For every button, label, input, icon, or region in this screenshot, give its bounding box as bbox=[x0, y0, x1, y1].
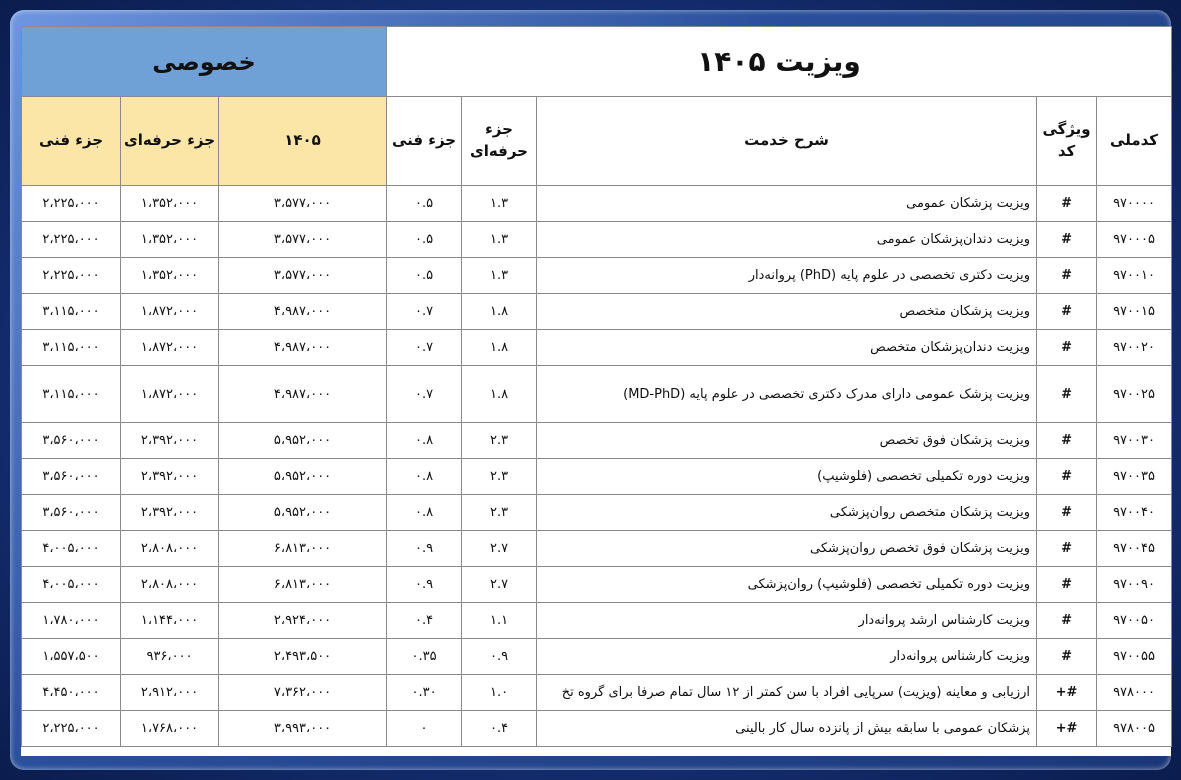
private-professional-cell: ۲،۸۰۸،۰۰۰ bbox=[121, 567, 219, 603]
professional-cell: ۲.۷ bbox=[462, 567, 537, 603]
technical-cell: ۰.۵ bbox=[387, 186, 462, 222]
feature-code-cell: # bbox=[1037, 222, 1097, 258]
private-professional-cell: ۹۳۶،۰۰۰ bbox=[121, 639, 219, 675]
national-code-cell: ۹۷۸۰۰۰ bbox=[1097, 675, 1172, 711]
private-technical-cell: ۳،۱۱۵،۰۰۰ bbox=[22, 294, 121, 330]
private-total-cell: ۶،۸۱۳،۰۰۰ bbox=[219, 567, 387, 603]
description-cell: ویزیت پزشک عمومی دارای مدرک دکتری تخصصی در علوم پایه (MD-PhD) bbox=[537, 366, 1037, 423]
private-total-cell: ۷،۳۶۲،۰۰۰ bbox=[219, 675, 387, 711]
private-total-cell: ۵،۹۵۲،۰۰۰ bbox=[219, 423, 387, 459]
technical-cell: ۰.۳۰ bbox=[387, 675, 462, 711]
national-code-cell: ۹۷۰۰۵۵ bbox=[1097, 639, 1172, 675]
private-total-cell: ۲،۹۲۴،۰۰۰ bbox=[219, 603, 387, 639]
technical-cell: ۰ bbox=[387, 711, 462, 747]
feature-code-cell: # bbox=[1037, 459, 1097, 495]
private-professional-cell: ۱،۳۵۲،۰۰۰ bbox=[121, 222, 219, 258]
feature-code-cell: #+ bbox=[1037, 675, 1097, 711]
technical-cell: ۰.۹ bbox=[387, 531, 462, 567]
private-total-cell: ۴،۹۸۷،۰۰۰ bbox=[219, 294, 387, 330]
professional-cell: ۲.۳ bbox=[462, 459, 537, 495]
description-cell: ویزیت پزشکان متخصص bbox=[537, 294, 1037, 330]
private-header: خصوصی bbox=[22, 27, 387, 97]
private-technical-cell: ۳،۵۶۰،۰۰۰ bbox=[22, 423, 121, 459]
tariff-table bbox=[21, 26, 1172, 747]
private-professional-cell: ۲،۳۹۲،۰۰۰ bbox=[121, 459, 219, 495]
private-technical-cell: ۲،۲۲۵،۰۰۰ bbox=[22, 222, 121, 258]
feature-code-cell: # bbox=[1037, 567, 1097, 603]
private-professional-cell: ۲،۸۰۸،۰۰۰ bbox=[121, 531, 219, 567]
table-row bbox=[22, 258, 1172, 294]
private-professional-cell: ۱،۳۵۲،۰۰۰ bbox=[121, 186, 219, 222]
private-technical-cell: ۱،۵۵۷،۵۰۰ bbox=[22, 639, 121, 675]
national-code-cell: ۹۷۰۰۰۰ bbox=[1097, 186, 1172, 222]
private-total-cell: ۳،۵۷۷،۰۰۰ bbox=[219, 186, 387, 222]
header-private-professional: جزء حرفه‌ای bbox=[121, 97, 219, 186]
technical-cell: ۰.۵ bbox=[387, 258, 462, 294]
private-professional-cell: ۲،۳۹۲،۰۰۰ bbox=[121, 423, 219, 459]
tariff-sheet bbox=[21, 26, 1171, 756]
header-row bbox=[22, 97, 1172, 186]
feature-code-cell: # bbox=[1037, 258, 1097, 294]
technical-cell: ۰.۸ bbox=[387, 459, 462, 495]
technical-cell: ۰.۸ bbox=[387, 495, 462, 531]
professional-cell: ۱.۳ bbox=[462, 258, 537, 294]
feature-code-cell: # bbox=[1037, 330, 1097, 366]
table-row bbox=[22, 330, 1172, 366]
description-cell: ویزیت پزشکان فوق تخصص bbox=[537, 423, 1037, 459]
table-row bbox=[22, 366, 1172, 423]
table-row bbox=[22, 423, 1172, 459]
national-code-cell: ۹۷۰۰۱۰ bbox=[1097, 258, 1172, 294]
professional-cell: ۲.۷ bbox=[462, 531, 537, 567]
table-row bbox=[22, 459, 1172, 495]
feature-code-cell: #+ bbox=[1037, 711, 1097, 747]
header-description: شرح خدمت bbox=[537, 97, 1037, 186]
feature-code-cell: # bbox=[1037, 603, 1097, 639]
private-technical-cell: ۴،۰۰۵،۰۰۰ bbox=[22, 567, 121, 603]
table-row bbox=[22, 294, 1172, 330]
table-row bbox=[22, 675, 1172, 711]
technical-cell: ۰.۴ bbox=[387, 603, 462, 639]
description-cell: ویزیت دندان‌پزشکان عمومی bbox=[537, 222, 1037, 258]
title-row bbox=[22, 27, 1172, 97]
description-cell: ویزیت دوره تکمیلی تخصصی (فلوشیپ) bbox=[537, 459, 1037, 495]
technical-cell: ۰.۸ bbox=[387, 423, 462, 459]
private-technical-cell: ۳،۵۶۰،۰۰۰ bbox=[22, 459, 121, 495]
description-cell: ویزیت کارشناس پروانه‌دار bbox=[537, 639, 1037, 675]
private-technical-cell: ۳،۵۶۰،۰۰۰ bbox=[22, 495, 121, 531]
description-cell: پزشکان عمومی با سابقه بیش از پانزده سال کار بالینی bbox=[537, 711, 1037, 747]
private-technical-cell: ۳،۱۱۵،۰۰۰ bbox=[22, 330, 121, 366]
private-total-cell: ۳،۵۷۷،۰۰۰ bbox=[219, 222, 387, 258]
private-technical-cell: ۱،۷۸۰،۰۰۰ bbox=[22, 603, 121, 639]
table-row bbox=[22, 603, 1172, 639]
technical-cell: ۰.۵ bbox=[387, 222, 462, 258]
private-professional-cell: ۱،۸۷۲،۰۰۰ bbox=[121, 366, 219, 423]
feature-code-cell: # bbox=[1037, 294, 1097, 330]
professional-cell: ۰.۹ bbox=[462, 639, 537, 675]
private-professional-cell: ۱،۱۴۴،۰۰۰ bbox=[121, 603, 219, 639]
table-row bbox=[22, 186, 1172, 222]
professional-cell: ۱.۰ bbox=[462, 675, 537, 711]
description-cell: ویزیت دکتری تخصصی در علوم پایه (PhD) پروانه‌دار bbox=[537, 258, 1037, 294]
feature-code-cell: # bbox=[1037, 531, 1097, 567]
description-cell: ویزیت کارشناس ارشد پروانه‌دار bbox=[537, 603, 1037, 639]
description-cell: ویزیت دوره تکمیلی تخصصی (فلوشیپ) روان‌پزشکی bbox=[537, 567, 1037, 603]
private-total-cell: ۴،۹۸۷،۰۰۰ bbox=[219, 366, 387, 423]
national-code-cell: ۹۷۸۰۰۵ bbox=[1097, 711, 1172, 747]
professional-cell: ۱.۳ bbox=[462, 186, 537, 222]
professional-cell: ۲.۳ bbox=[462, 495, 537, 531]
feature-code-cell: # bbox=[1037, 495, 1097, 531]
professional-cell: ۲.۳ bbox=[462, 423, 537, 459]
table-row bbox=[22, 531, 1172, 567]
private-technical-cell: ۲،۲۲۵،۰۰۰ bbox=[22, 186, 121, 222]
national-code-cell: ۹۷۰۰۰۵ bbox=[1097, 222, 1172, 258]
national-code-cell: ۹۷۰۰۳۵ bbox=[1097, 459, 1172, 495]
description-cell: ویزیت پزشکان عمومی bbox=[537, 186, 1037, 222]
national-code-cell: ۹۷۰۰۴۰ bbox=[1097, 495, 1172, 531]
table-row bbox=[22, 567, 1172, 603]
national-code-cell: ۹۷۰۰۲۵ bbox=[1097, 366, 1172, 423]
private-professional-cell: ۲،۳۹۲،۰۰۰ bbox=[121, 495, 219, 531]
private-technical-cell: ۳،۱۱۵،۰۰۰ bbox=[22, 366, 121, 423]
private-professional-cell: ۱،۳۵۲،۰۰۰ bbox=[121, 258, 219, 294]
header-feature-code: ویژگی کد bbox=[1037, 97, 1097, 186]
private-professional-cell: ۱،۸۷۲،۰۰۰ bbox=[121, 294, 219, 330]
table-row bbox=[22, 711, 1172, 747]
description-cell: ویزیت پزشکان فوق تخصص روان‌پزشکی bbox=[537, 531, 1037, 567]
header-private-technical: جزء فنی bbox=[22, 97, 121, 186]
header-technical: جزء فنی bbox=[387, 97, 462, 186]
technical-cell: ۰.۹ bbox=[387, 567, 462, 603]
feature-code-cell: # bbox=[1037, 423, 1097, 459]
private-total-cell: ۳،۵۷۷،۰۰۰ bbox=[219, 258, 387, 294]
private-total-cell: ۴،۹۸۷،۰۰۰ bbox=[219, 330, 387, 366]
technical-cell: ۰.۷ bbox=[387, 366, 462, 423]
private-technical-cell: ۴،۰۰۵،۰۰۰ bbox=[22, 531, 121, 567]
national-code-cell: ۹۷۰۰۲۰ bbox=[1097, 330, 1172, 366]
technical-cell: ۰.۳۵ bbox=[387, 639, 462, 675]
header-national-code: کدملی bbox=[1097, 97, 1172, 186]
national-code-cell: ۹۷۰۰۵۰ bbox=[1097, 603, 1172, 639]
private-total-cell: ۵،۹۵۲،۰۰۰ bbox=[219, 459, 387, 495]
feature-code-cell: # bbox=[1037, 639, 1097, 675]
national-code-cell: ۹۷۰۰۴۵ bbox=[1097, 531, 1172, 567]
private-technical-cell: ۲،۲۲۵،۰۰۰ bbox=[22, 258, 121, 294]
description-cell: ارزیابی و معاینه (ویزیت) سرپایی افراد با سن کمتر از ۱۲ سال تمام صرفا برای گروه تخ bbox=[537, 675, 1037, 711]
national-code-cell: ۹۷۰۰۱۵ bbox=[1097, 294, 1172, 330]
technical-cell: ۰.۷ bbox=[387, 294, 462, 330]
professional-cell: ۱.۸ bbox=[462, 294, 537, 330]
table-row bbox=[22, 639, 1172, 675]
private-professional-cell: ۱،۷۶۸،۰۰۰ bbox=[121, 711, 219, 747]
private-professional-cell: ۱،۸۷۲،۰۰۰ bbox=[121, 330, 219, 366]
professional-cell: ۰.۴ bbox=[462, 711, 537, 747]
professional-cell: ۱.۱ bbox=[462, 603, 537, 639]
private-total-cell: ۵،۹۵۲،۰۰۰ bbox=[219, 495, 387, 531]
private-total-cell: ۳،۹۹۳،۰۰۰ bbox=[219, 711, 387, 747]
national-code-cell: ۹۷۰۰۹۰ bbox=[1097, 567, 1172, 603]
private-total-cell: ۶،۸۱۳،۰۰۰ bbox=[219, 531, 387, 567]
national-code-cell: ۹۷۰۰۳۰ bbox=[1097, 423, 1172, 459]
professional-cell: ۱.۸ bbox=[462, 366, 537, 423]
header-professional: جزء حرفه‌ای bbox=[462, 97, 537, 186]
header-private-total: ۱۴۰۵ bbox=[219, 97, 387, 186]
private-total-cell: ۲،۴۹۳،۵۰۰ bbox=[219, 639, 387, 675]
table-row bbox=[22, 222, 1172, 258]
private-technical-cell: ۴،۴۵۰،۰۰۰ bbox=[22, 675, 121, 711]
professional-cell: ۱.۳ bbox=[462, 222, 537, 258]
technical-cell: ۰.۷ bbox=[387, 330, 462, 366]
feature-code-cell: # bbox=[1037, 186, 1097, 222]
professional-cell: ۱.۸ bbox=[462, 330, 537, 366]
table-row bbox=[22, 495, 1172, 531]
feature-code-cell: # bbox=[1037, 366, 1097, 423]
description-cell: ویزیت دندان‌پزشکان متخصص bbox=[537, 330, 1037, 366]
table-title: ویزیت ۱۴۰۵ bbox=[387, 27, 1172, 97]
description-cell: ویزیت پزشکان متخصص روان‌پزشکی bbox=[537, 495, 1037, 531]
private-professional-cell: ۲،۹۱۲،۰۰۰ bbox=[121, 675, 219, 711]
private-technical-cell: ۲،۲۲۵،۰۰۰ bbox=[22, 711, 121, 747]
